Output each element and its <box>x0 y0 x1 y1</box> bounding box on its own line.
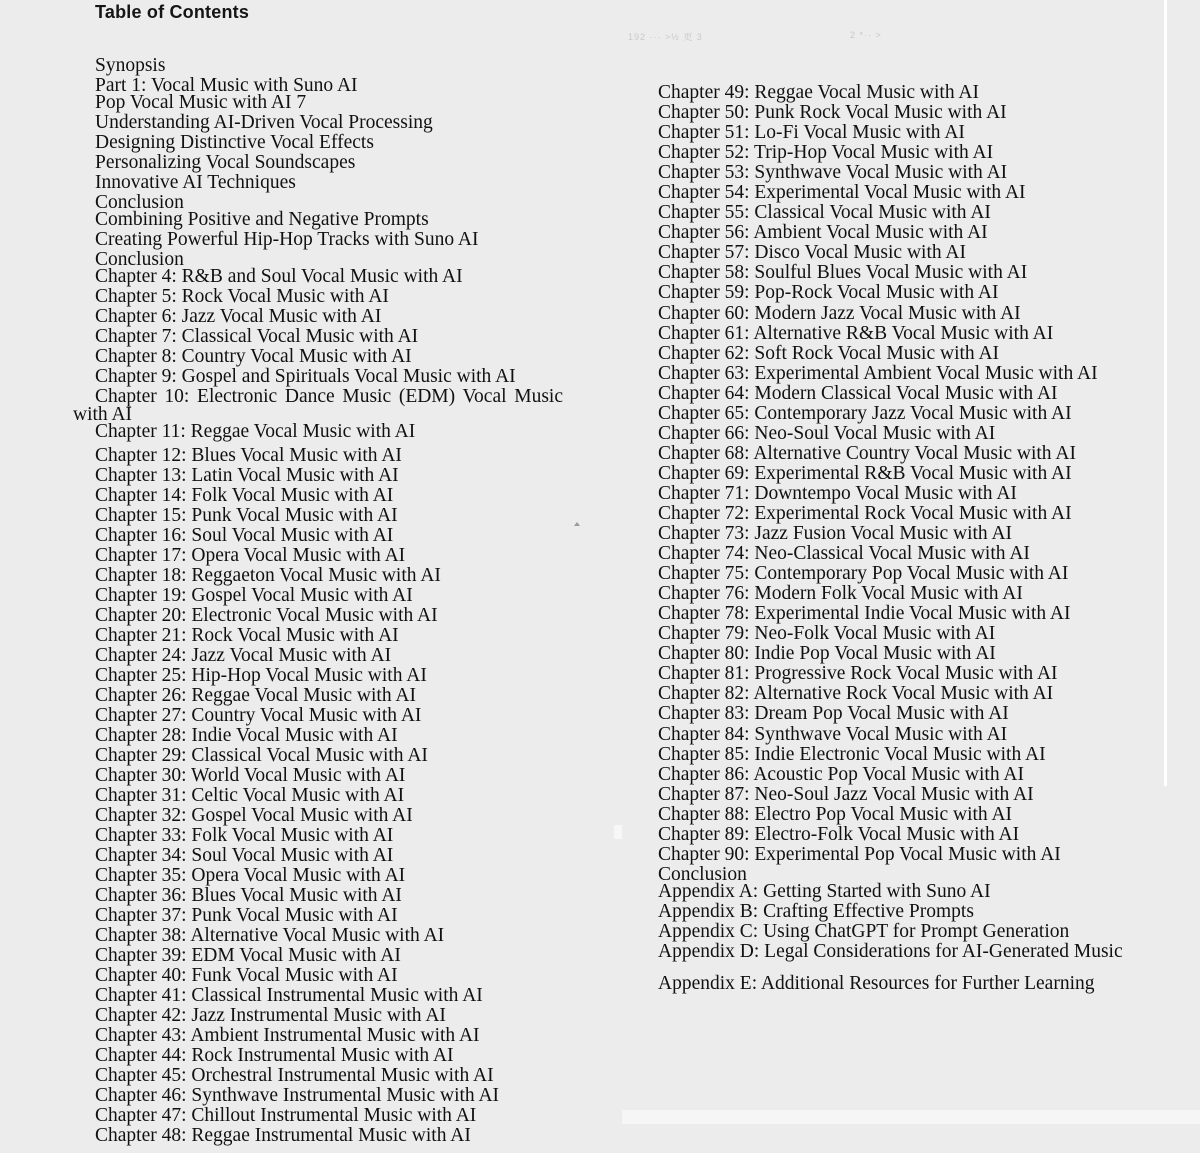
toc-entry[interactable]: Chapter 15: Punk Vocal Music with AI <box>95 505 398 526</box>
toc-entry[interactable]: Chapter 84: Synthwave Vocal Music with AI <box>658 723 1008 745</box>
toc-entry[interactable]: Chapter 4: R&B and Soul Vocal Music with AI <box>95 266 463 287</box>
toc-entry[interactable]: Chapter 62: Soft Rock Vocal Music with AI <box>658 342 1000 364</box>
vertical-divider <box>1164 0 1167 786</box>
small-caret-mark <box>574 522 580 526</box>
toc-entry[interactable]: Chapter 36: Blues Vocal Music with AI <box>95 885 402 906</box>
toc-entry[interactable]: Chapter 88: Electro Pop Vocal Music with AI <box>658 803 1013 825</box>
toc-entry[interactable]: Chapter 7: Classical Vocal Music with AI <box>95 326 419 347</box>
toc-entry[interactable]: Chapter 61: Alternative R&B Vocal Music with AI <box>658 322 1054 344</box>
toc-entry[interactable]: Chapter 21: Rock Vocal Music with AI <box>95 625 399 646</box>
toc-entry[interactable]: Designing Distinctive Vocal Effects <box>95 132 374 153</box>
toc-entry[interactable]: Chapter 32: Gospel Vocal Music with AI <box>95 805 413 826</box>
toc-entry[interactable]: Chapter 80: Indie Pop Vocal Music with AI <box>658 643 996 665</box>
toc-entry[interactable]: Chapter 43: Ambient Instrumental Music with AI <box>95 1025 480 1046</box>
toc-entry[interactable]: Chapter 27: Country Vocal Music with AI <box>95 705 422 726</box>
bottom-strip <box>622 1110 1200 1124</box>
toc-entry[interactable]: Pop Vocal Music with AI 7 <box>95 92 307 113</box>
toc-entry[interactable]: Synopsis <box>95 55 166 76</box>
toc-entry[interactable]: Chapter 8: Country Vocal Music with AI <box>95 346 412 367</box>
toc-entry[interactable]: Chapter 69: Experimental R&B Vocal Music with AI <box>658 462 1072 484</box>
toc-entry[interactable]: Chapter 16: Soul Vocal Music with AI <box>95 525 394 546</box>
toc-entry-line: Chapter 10: Electronic Dance Music (EDM) Vocal Music <box>95 386 563 407</box>
toc-entry[interactable]: Chapter 68: Alternative Country Vocal Music with AI <box>658 442 1076 464</box>
toc-entry[interactable]: Chapter 87: Neo-Soul Jazz Vocal Music with AI <box>658 783 1034 805</box>
toc-entry[interactable]: Chapter 66: Neo-Soul Vocal Music with AI <box>658 422 996 444</box>
toc-entry[interactable]: Chapter 25: Hip-Hop Vocal Music with AI <box>95 665 427 686</box>
toc-entry[interactable]: Creating Powerful Hip-Hop Tracks with Suno AI <box>95 229 479 250</box>
toc-entry[interactable]: Chapter 58: Soulful Blues Vocal Music with AI <box>658 262 1028 284</box>
toc-entry[interactable]: Chapter 83: Dream Pop Vocal Music with AI <box>658 703 1009 725</box>
toc-entry-wrapped[interactable] <box>95 387 563 407</box>
toc-entry[interactable]: Chapter 79: Neo-Folk Vocal Music with AI <box>658 623 996 645</box>
toc-entry[interactable]: Chapter 71: Downtempo Vocal Music with AI <box>658 482 1017 504</box>
toc-entry[interactable]: Chapter 44: Rock Instrumental Music with AI <box>95 1045 454 1066</box>
toc-entry[interactable]: Chapter 5: Rock Vocal Music with AI <box>95 286 389 307</box>
toc-entry[interactable]: Chapter 24: Jazz Vocal Music with AI <box>95 645 392 666</box>
toc-entry[interactable]: Chapter 78: Experimental Indie Vocal Music with AI <box>658 603 1071 625</box>
toc-entry[interactable]: Chapter 17: Opera Vocal Music with AI <box>95 545 406 566</box>
toc-entry[interactable]: Chapter 46: Synthwave Instrumental Music with AI <box>95 1085 500 1106</box>
toc-entry[interactable]: Appendix A: Getting Started with Suno AI <box>658 880 991 902</box>
toc-entry[interactable]: Chapter 72: Experimental Rock Vocal Music with AI <box>658 502 1072 524</box>
gutter-mark <box>614 825 622 839</box>
toc-entry-continuation: with AI <box>73 404 133 425</box>
toc-entry[interactable]: Chapter 12: Blues Vocal Music with AI <box>95 445 402 466</box>
toc-entry[interactable]: Personalizing Vocal Soundscapes <box>95 152 356 173</box>
toc-entry[interactable]: Chapter 9: Gospel and Spirituals Vocal Music with AI <box>95 366 516 387</box>
toc-entry[interactable]: Part 1: Vocal Music with Suno AI <box>95 75 358 96</box>
toc-entry[interactable]: Chapter 59: Pop-Rock Vocal Music with AI <box>658 282 999 304</box>
toc-entry[interactable]: Chapter 40: Funk Vocal Music with AI <box>95 965 398 986</box>
faint-header-text: 192 ··· >½ 更 3 <box>628 32 703 42</box>
toc-entry[interactable]: Chapter 19: Gospel Vocal Music with AI <box>95 585 413 606</box>
toc-entry[interactable]: Chapter 49: Reggae Vocal Music with AI <box>658 82 979 103</box>
toc-entry[interactable]: Chapter 35: Opera Vocal Music with AI <box>95 865 406 886</box>
page-title: Table of Contents <box>95 2 250 22</box>
toc-entry[interactable]: Chapter 50: Punk Rock Vocal Music with AI <box>658 102 1007 124</box>
toc-entry[interactable]: Conclusion <box>95 249 184 270</box>
toc-entry[interactable]: Appendix C: Using ChatGPT for Prompt Generation <box>658 920 1070 942</box>
toc-entry[interactable]: Combining Positive and Negative Prompts <box>95 209 429 230</box>
toc-entry[interactable]: Chapter 82: Alternative Rock Vocal Music with AI <box>658 683 1054 705</box>
toc-entry[interactable]: Chapter 26: Reggae Vocal Music with AI <box>95 685 416 706</box>
toc-entry[interactable]: Chapter 6: Jazz Vocal Music with AI <box>95 306 382 327</box>
toc-entry[interactable]: Chapter 45: Orchestral Instrumental Music with AI <box>95 1065 494 1086</box>
toc-entry[interactable]: Chapter 89: Electro-Folk Vocal Music with AI <box>658 823 1020 845</box>
toc-entry[interactable]: Chapter 30: World Vocal Music with AI <box>95 765 406 786</box>
toc-entry[interactable]: Chapter 64: Modern Classical Vocal Music with AI <box>658 382 1058 404</box>
toc-entry[interactable]: Chapter 63: Experimental Ambient Vocal Music with AI <box>658 362 1098 384</box>
toc-entry[interactable]: Chapter 86: Acoustic Pop Vocal Music with AI <box>658 763 1024 785</box>
toc-entry[interactable]: Chapter 11: Reggae Vocal Music with AI <box>95 421 416 442</box>
toc-entry[interactable]: Conclusion <box>658 863 747 885</box>
toc-entry[interactable]: Chapter 34: Soul Vocal Music with AI <box>95 845 394 866</box>
toc-entry[interactable]: Appendix E: Additional Resources for Further Learning <box>658 973 1095 995</box>
toc-entry[interactable]: Chapter 65: Contemporary Jazz Vocal Music with AI <box>658 402 1072 424</box>
toc-entry[interactable]: Chapter 60: Modern Jazz Vocal Music with AI <box>658 302 1021 324</box>
toc-entry[interactable]: Chapter 42: Jazz Instrumental Music with AI <box>95 1005 446 1026</box>
toc-entry[interactable]: Chapter 41: Classical Instrumental Music with AI <box>95 985 483 1006</box>
toc-entry[interactable]: Chapter 75: Contemporary Pop Vocal Music with AI <box>658 563 1069 585</box>
toc-entry[interactable]: Chapter 57: Disco Vocal Music with AI <box>658 242 967 264</box>
toc-entry[interactable]: Chapter 51: Lo-Fi Vocal Music with AI <box>658 122 965 144</box>
toc-entry[interactable]: Chapter 81: Progressive Rock Vocal Music with AI <box>658 663 1058 685</box>
toc-entry[interactable]: Chapter 13: Latin Vocal Music with AI <box>95 465 399 486</box>
toc-entry[interactable]: Chapter 73: Jazz Fusion Vocal Music with AI <box>658 523 1013 545</box>
toc-entry[interactable]: Chapter 47: Chillout Instrumental Music with AI <box>95 1105 477 1126</box>
toc-entry[interactable]: Chapter 55: Classical Vocal Music with AI <box>658 202 991 224</box>
toc-entry[interactable]: Chapter 48: Reggae Instrumental Music with AI <box>95 1125 471 1146</box>
toc-entry[interactable]: Chapter 33: Folk Vocal Music with AI <box>95 825 394 846</box>
toc-entry[interactable]: Chapter 52: Trip-Hop Vocal Music with AI <box>658 142 994 164</box>
toc-entry[interactable]: Chapter 76: Modern Folk Vocal Music with AI <box>658 583 1023 605</box>
toc-entry[interactable]: Chapter 74: Neo-Classical Vocal Music with AI <box>658 543 1030 565</box>
toc-entry[interactable]: Chapter 38: Alternative Vocal Music with AI <box>95 925 445 946</box>
toc-entry[interactable]: Understanding AI-Driven Vocal Processing <box>95 112 433 133</box>
toc-entry[interactable]: Chapter 14: Folk Vocal Music with AI <box>95 485 394 506</box>
toc-entry[interactable]: Chapter 37: Punk Vocal Music with AI <box>95 905 398 926</box>
toc-entry[interactable]: Chapter 53: Synthwave Vocal Music with AI <box>658 162 1008 184</box>
toc-entry[interactable]: Chapter 85: Indie Electronic Vocal Music with AI <box>658 743 1046 765</box>
toc-entry[interactable]: Appendix B: Crafting Effective Prompts <box>658 900 974 922</box>
toc-entry[interactable]: Chapter 18: Reggaeton Vocal Music with AI <box>95 565 441 586</box>
toc-entry[interactable]: Chapter 31: Celtic Vocal Music with AI <box>95 785 405 806</box>
toc-entry[interactable]: Chapter 28: Indie Vocal Music with AI <box>95 725 398 746</box>
toc-entry[interactable]: Chapter 54: Experimental Vocal Music with AI <box>658 182 1026 204</box>
toc-entry[interactable]: Innovative AI Techniques <box>95 172 296 193</box>
toc-entry[interactable]: Appendix D: Legal Considerations for AI-Generated Music <box>658 941 1123 963</box>
toc-entry[interactable]: Chapter 39: EDM Vocal Music with AI <box>95 945 401 966</box>
faint-header-text-right: 2 *·· > <box>850 30 882 40</box>
toc-entry[interactable]: Chapter 90: Experimental Pop Vocal Music with AI <box>658 843 1061 865</box>
toc-left-column <box>73 55 563 1146</box>
toc-entry[interactable]: Chapter 56: Ambient Vocal Music with AI <box>658 222 988 244</box>
toc-entry[interactable]: Conclusion <box>95 192 184 213</box>
toc-entry[interactable]: Chapter 29: Classical Vocal Music with AI <box>95 745 428 766</box>
toc-entry[interactable]: Chapter 20: Electronic Vocal Music with AI <box>95 605 438 626</box>
toc-right-column <box>658 83 1123 994</box>
